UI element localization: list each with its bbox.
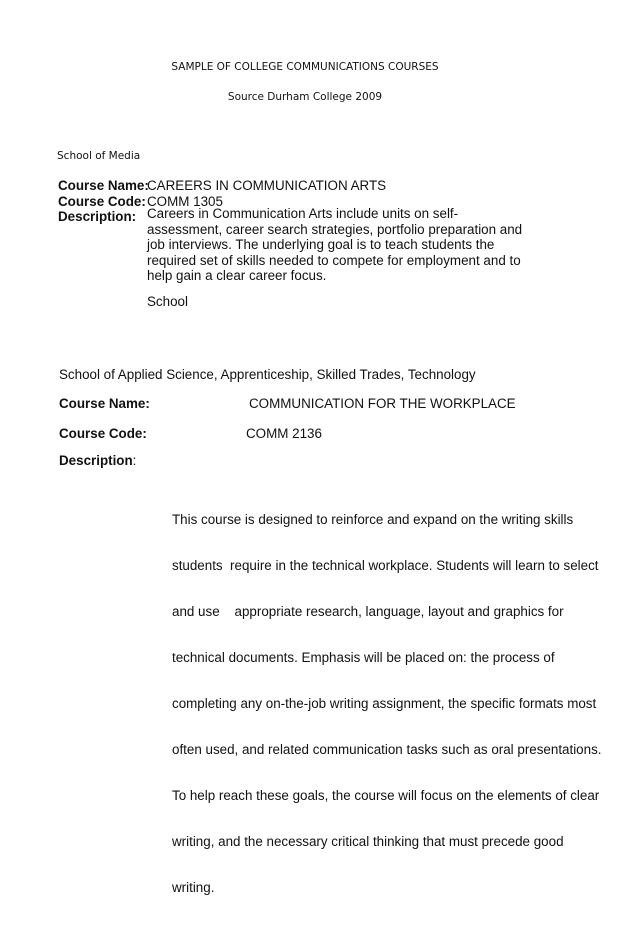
course-code-label: Course Code: [59, 426, 147, 441]
document-title: SAMPLE OF COLLEGE COMMUNICATIONS COURSES [171, 61, 439, 73]
description-line: job interviews. The underlying goal is to teach students the [147, 237, 495, 252]
description-line: writing, and the necessary critical thinking that must precede good [172, 834, 564, 849]
description-line: students require in the technical workplace. Students will learn to select [172, 558, 599, 573]
course-name-label: Course Name: [58, 178, 149, 193]
description-line: and use appropriate research, language, layout and graphics for [172, 604, 564, 619]
description-line: often used, and related communication tasks such as oral presentations. [172, 742, 602, 757]
description-line: completing any on-the-job writing assignment, the specific formats most [172, 696, 597, 711]
description-label [59, 453, 136, 468]
document-source: Source Durham College 2009 [227, 91, 383, 103]
school-heading: School of Media [57, 150, 141, 162]
course-name: CAREERS IN COMMUNICATION ARTS [147, 178, 387, 193]
course-name-label: Course Name: [59, 396, 150, 411]
description-line: required set of skills needed to compete for employment and to [147, 252, 521, 268]
course-name: COMMUNICATION FOR THE WORKPLACE [249, 396, 516, 411]
description-colon: : [132, 453, 137, 468]
course-code: COMM 1305 [147, 193, 223, 209]
school-heading: School of Applied Science, Apprenticeship, Skilled Trades, Technology [59, 367, 476, 382]
description-label: Description: [58, 209, 137, 224]
description-line: help gain a clear career focus. [147, 268, 327, 283]
course-description [172, 482, 602, 926]
description-line: writing. [172, 880, 215, 895]
description-line: assessment, career search strategies, portfolio preparation and [147, 221, 523, 237]
description-line: To help reach these goals, the course will focus on the elements of clear [172, 788, 600, 803]
course-code-label: Course Code: [58, 193, 146, 209]
course-code: COMM 2136 [246, 426, 322, 441]
description-line: This course is designed to reinforce and expand on the writing skills [172, 512, 574, 527]
description-label-text: Description [59, 453, 133, 468]
description-line: technical documents. Emphasis will be placed on: the process of [172, 650, 555, 665]
description-line: Careers in Communication Arts include units on self- [147, 206, 459, 221]
course-description [147, 206, 522, 284]
school-text: School [147, 294, 188, 309]
